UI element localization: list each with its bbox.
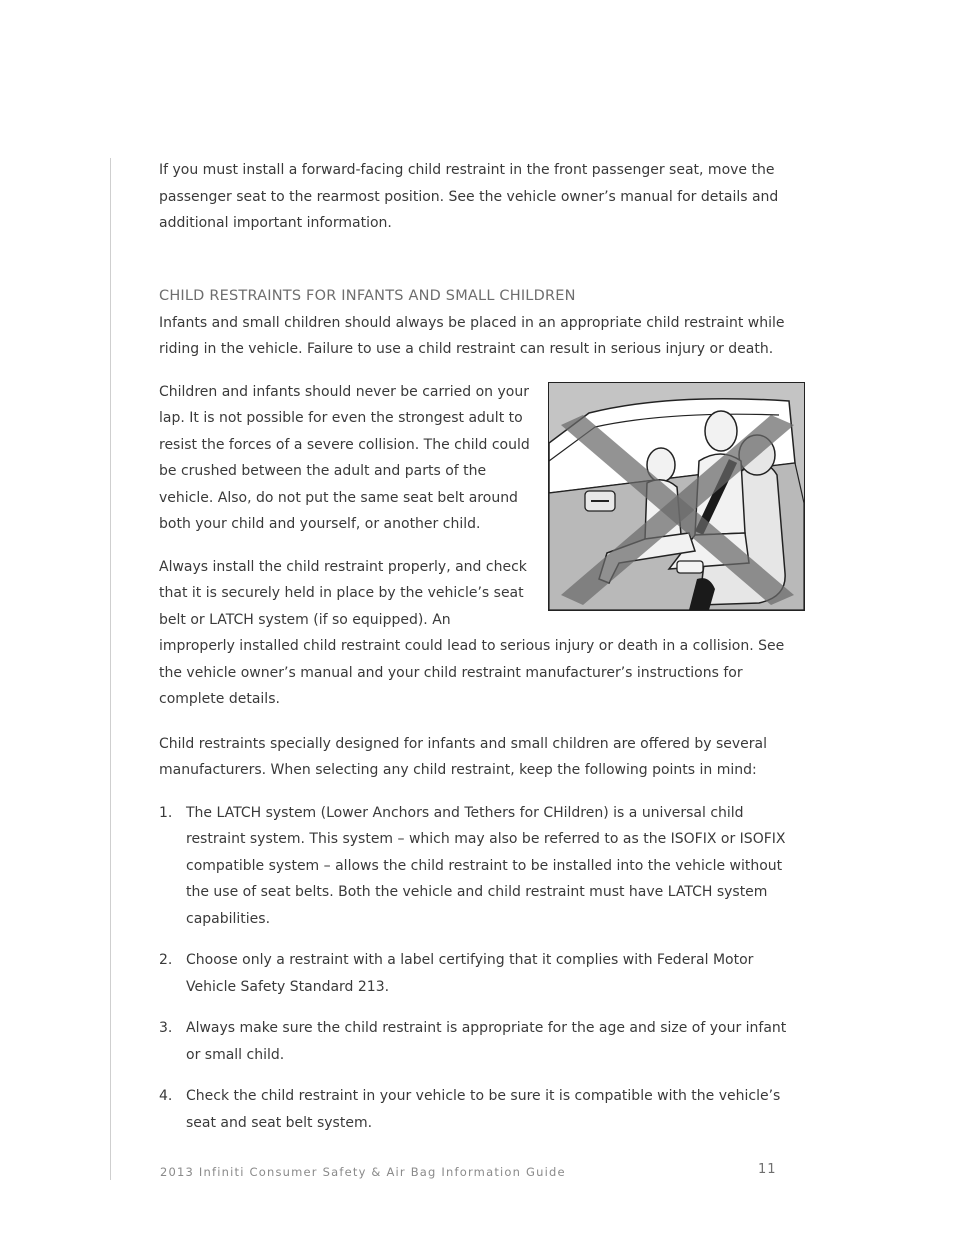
page-content: [159, 157, 799, 1151]
section-paragraph-3: Always install the child restraint properly, and check that it is securely held in place by the vehicle’s seat belt or LATCH system (if so equipped). An improperly installed child restraint could lead to serious injury or death in a collision. See the vehicle owner’s manual and your child restraint manufacturer’s instructions for complete details.: [159, 558, 785, 707]
section-paragraph-2: Children and infants should never be carried on your lap. It is not possible for even the strongest adult to resist the forces of a severe collision. The child could be crushed between the adult and parts of the vehicle. Also, do not put the same seat belt around both your child and yourself, or another child.: [159, 383, 530, 532]
list-item: [159, 800, 799, 933]
intro-paragraph: If you must install a forward-facing child restraint in the front passenger seat, move the passenger seat to the rearmost position. See the vehicle owner’s manual for details and additional important information.: [159, 162, 779, 231]
list-item-number: 4.: [159, 1088, 173, 1104]
margin-rule: [110, 158, 111, 1180]
section-paragraph-4: Child restraints specially designed for infants and small children are offered by several manufacturers. When selecting any child restraint, keep the following points in mind:: [159, 735, 768, 778]
list-item: [159, 947, 799, 1000]
wrapped-text-block: [159, 379, 799, 713]
list-item-text: The LATCH system (Lower Anchors and Tethers for CHildren) is a universal child restraint system. This system – which may also be referred to as the ISOFIX or ISOFIX compatible system – allows the child restraint to be installed into the vehicle without the use of seat belts. Both the vehicle and child restraint must have LATCH system capabilities.: [186, 804, 786, 927]
list-item-number: 3.: [159, 1020, 173, 1036]
list-item-number: 1.: [159, 804, 173, 821]
list-item-text: Always make sure the child restraint is appropriate for the age and size of your infant or small child.: [186, 1020, 787, 1063]
section-paragraph-1: Infants and small children should always be placed in an appropriate child restraint while riding in the vehicle. Failure to use a child restraint can result in serious injury or death.: [159, 314, 785, 357]
lap-child-warning-illustration: [548, 382, 805, 611]
list-item-text: Choose only a restraint with a label certifying that it complies with Federal Motor Vehicle Safety Standard 213.: [186, 952, 754, 995]
selection-points-list: [159, 800, 799, 1137]
crossed-out-lap-child-icon: [549, 383, 804, 610]
list-item-text: Check the child restraint in your vehicle to be sure it is compatible with the vehicle’s seat and seat belt system.: [186, 1088, 781, 1131]
list-item: [159, 1015, 799, 1068]
list-item: [159, 1083, 799, 1136]
footer-guide-title: 2013 Infiniti Consumer Safety & Air Bag Information Guide: [160, 1165, 566, 1179]
page-number: 11: [758, 1162, 777, 1177]
list-item-number: 2.: [159, 952, 173, 968]
section-heading: CHILD RESTRAINTS FOR INFANTS AND SMALL CHILDREN: [159, 287, 576, 304]
